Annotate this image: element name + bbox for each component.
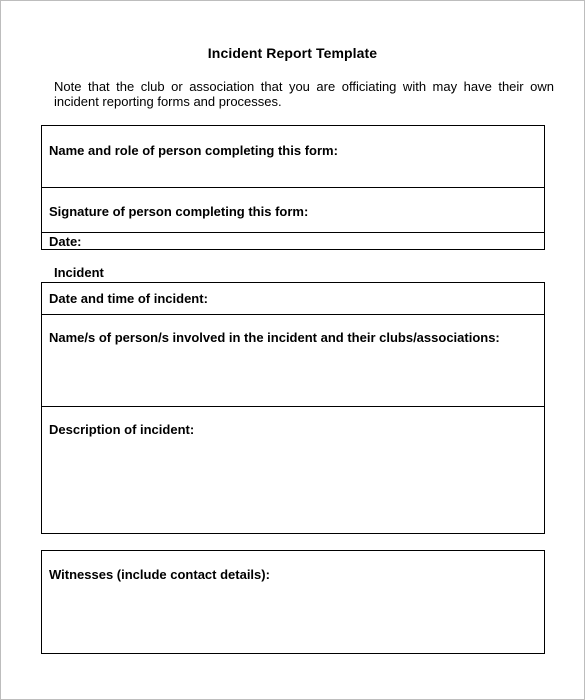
witnesses-label: Witnesses (include contact details): — [49, 567, 270, 582]
name-role-field[interactable] — [42, 126, 544, 188]
persons-involved-label: Name/s of person/s involved in the incident and their clubs/associations: — [49, 330, 500, 345]
name-role-label: Name and role of person completing this form: — [49, 143, 338, 158]
intro-note: Note that the club or association that you are officiating with may have their own incident reporting forms and processes. — [54, 79, 554, 109]
page-title: Incident Report Template — [207, 45, 378, 61]
persons-involved-field[interactable] — [42, 315, 544, 407]
witnesses-box[interactable] — [41, 550, 545, 654]
date-label: Date: — [49, 234, 82, 249]
incident-heading: Incident — [54, 265, 104, 280]
signature-label: Signature of person completing this form: — [49, 204, 309, 219]
date-time-field[interactable] — [42, 283, 544, 315]
signature-field[interactable] — [42, 188, 544, 233]
incident-box — [41, 282, 545, 534]
completer-details-box — [41, 125, 545, 250]
date-time-label: Date and time of incident: — [49, 291, 208, 306]
description-field[interactable] — [42, 407, 544, 534]
description-label: Description of incident: — [49, 422, 195, 437]
date-field[interactable] — [42, 233, 544, 250]
